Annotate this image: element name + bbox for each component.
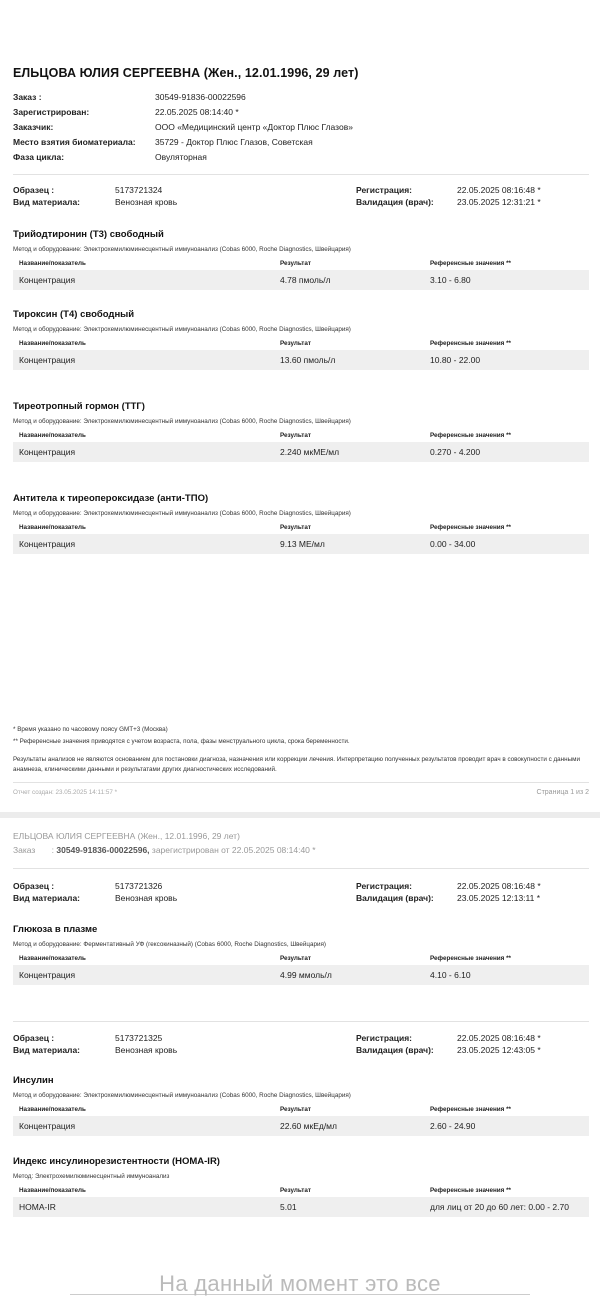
- table-row: [13, 534, 589, 554]
- disclaimer: Результаты анализов не являются основанием для постановки диагноза, назначения или коррекции лечения. Интерпретацию полученных результатов проводит врач в совокупности с данными анамнеза, клиническими данными и результатами других диагностических исследований.: [13, 756, 581, 773]
- page2-order-line: [13, 845, 316, 855]
- page2-patient-header: ЕЛЬЦОВА ЮЛИЯ СЕРГЕЕВНА (Жен., 12.01.1996, 29 лет): [13, 831, 240, 841]
- row-result: 9.13 МЕ/мл: [280, 539, 325, 549]
- row-ref: 3.10 - 6.80: [430, 275, 471, 285]
- col-name-header: Название/показатель: [19, 340, 86, 347]
- table-header: [13, 955, 589, 965]
- validation-label: Валидация (врач):: [356, 1045, 434, 1055]
- table-header: [13, 432, 589, 442]
- row-ref: 10.80 - 22.00: [430, 355, 481, 365]
- order-registered: зарегистрирован от 22.05.2025 08:14:40 *: [151, 845, 316, 855]
- registration-label: Регистрация:: [356, 185, 413, 195]
- row-name: Концентрация: [19, 539, 76, 549]
- col-result-header: Результат: [280, 340, 311, 347]
- patient-title: ЕЛЬЦОВА ЮЛИЯ СЕРГЕЕВНА (Жен., 12.01.1996, 29 лет): [13, 66, 359, 80]
- test-name: Глюкоза в плазме: [13, 924, 98, 935]
- registration-label: Регистрация:: [356, 1033, 413, 1043]
- col-name-header: Название/показатель: [19, 1106, 86, 1113]
- sample-block-2: [13, 881, 589, 911]
- col-name-header: Название/показатель: [19, 432, 86, 439]
- row-ref: для лиц от 20 до 60 лет: 0.00 - 2.70: [430, 1202, 569, 1212]
- customer-value: ООО «Медицинский центр «Доктор Плюс Глазов»: [155, 122, 353, 132]
- col-name-header: Название/показатель: [19, 1187, 86, 1194]
- test-method: Метод и оборудование: Электрохемилюминесцентный иммуноанализ (Cobas 6000, Roche Diagnostics, Швейцария): [13, 510, 351, 517]
- row-ref: 4.10 - 6.10: [430, 970, 471, 980]
- sample-id: 5173721325: [115, 1033, 163, 1043]
- collection-place-value: 35729 - Доктор Плюс Глазов, Советская: [155, 137, 313, 147]
- report-created: Отчет создан: 23.05.2025 14:11:57 *: [13, 789, 118, 796]
- material-label: Вид материала:: [13, 893, 81, 903]
- registration-value: 22.05.2025 08:16:48 *: [457, 1033, 541, 1043]
- sample-id: 5173721324: [115, 185, 163, 195]
- col-name-header: Название/показатель: [19, 955, 86, 962]
- cycle-phase-label: Фаза цикла:: [13, 152, 65, 162]
- registered-value: 22.05.2025 08:14:40 *: [155, 107, 239, 117]
- row-result: 13.60 пмоль/л: [280, 355, 336, 365]
- divider: [13, 868, 589, 869]
- material-value: Венозная кровь: [115, 1045, 178, 1055]
- col-ref-header: Референсные значения **: [430, 1106, 511, 1113]
- row-name: Концентрация: [19, 970, 76, 980]
- test-method: Метод и оборудование: Электрохемилюминесцентный иммуноанализ (Cobas 6000, Roche Diagnostics, Швейцария): [13, 1092, 351, 1099]
- order-label: Заказ: [13, 845, 36, 855]
- divider: [13, 1021, 589, 1022]
- row-name: Концентрация: [19, 275, 76, 285]
- col-result-header: Результат: [280, 432, 311, 439]
- col-name-header: Название/показатель: [19, 260, 86, 267]
- col-name-header: Название/показатель: [19, 524, 86, 531]
- col-ref-header: Референсные значения **: [430, 524, 511, 531]
- validation-value: 23.05.2025 12:43:05 *: [457, 1045, 541, 1055]
- table-header: [13, 1106, 589, 1116]
- test-name: Трийодтиронин (Т3) свободный: [13, 229, 164, 240]
- order-value: 30549-91836-00022596: [155, 92, 246, 102]
- order-label: Заказ :: [13, 92, 42, 102]
- col-ref-header: Референсные значения **: [430, 955, 511, 962]
- row-ref: 0.00 - 34.00: [430, 539, 476, 549]
- row-name: HOMA-IR: [19, 1202, 56, 1212]
- table-row: [13, 270, 589, 290]
- test-name: Тироксин (Т4) свободный: [13, 309, 135, 320]
- row-name: Концентрация: [19, 355, 76, 365]
- table-row: [13, 1197, 589, 1217]
- divider: [13, 174, 589, 175]
- col-result-header: Результат: [280, 955, 311, 962]
- row-name: Концентрация: [19, 447, 76, 457]
- registration-value: 22.05.2025 08:16:48 *: [457, 185, 541, 195]
- footnote-time: * Время указано по часовому поясу GMT+3 (Москва): [13, 726, 168, 733]
- row-name: Концентрация: [19, 1121, 76, 1131]
- test-method: Метод и оборудование: Электрохемилюминесцентный иммуноанализ (Cobas 6000, Roche Diagnostics, Швейцария): [13, 326, 351, 333]
- col-result-header: Результат: [280, 524, 311, 531]
- table-header: [13, 260, 589, 270]
- row-ref: 0.270 - 4.200: [430, 447, 481, 457]
- end-of-content-message: На данный момент это все: [159, 1271, 441, 1296]
- test-name: Тиреотропный гормон (ТТГ): [13, 401, 145, 412]
- divider: [13, 782, 589, 783]
- material-value: Венозная кровь: [115, 893, 178, 903]
- page-number: Страница 1 из 2: [536, 789, 589, 796]
- test-name: Антитела к тиреопероксидазе (анти-ТПО): [13, 493, 209, 504]
- row-result: 2.240 мкМЕ/мл: [280, 447, 340, 457]
- col-ref-header: Референсные значения **: [430, 1187, 511, 1194]
- test-method: Метод и оборудование: Ферментативный УФ (гексокиназный) (Cobas 6000, Roche Diagnostics, Швейцария): [13, 941, 327, 948]
- table-header: [13, 524, 589, 534]
- test-method: Метод и оборудование: Электрохемилюминесцентный иммуноанализ (Cobas 6000, Roche Diagnostics, Швейцария): [13, 418, 351, 425]
- table-row: [13, 965, 589, 985]
- col-ref-header: Референсные значения **: [430, 340, 511, 347]
- test-name: Индекс инсулинорезистентности (HOMA-IR): [13, 1156, 220, 1167]
- footnote-ref: ** Референсные значения приводятся с учетом возраста, пола, фазы менструального цикла, срока беременности.: [13, 738, 350, 745]
- row-ref: 2.60 - 24.90: [430, 1121, 476, 1131]
- col-ref-header: Референсные значения **: [430, 260, 511, 267]
- customer-label: Заказчик:: [13, 122, 54, 132]
- row-result: 4.99 ммоль/л: [280, 970, 332, 980]
- sample-label: Образец :: [13, 881, 55, 891]
- order-number: 30549-91836-00022596,: [56, 845, 150, 855]
- test-method: Метод и оборудование: Электрохемилюминесцентный иммуноанализ (Cobas 6000, Roche Diagnostics, Швейцария): [13, 246, 351, 253]
- table-row: [13, 350, 589, 370]
- row-result: 4.78 пмоль/л: [280, 275, 331, 285]
- material-label: Вид материала:: [13, 197, 81, 207]
- validation-value: 23.05.2025 12:13:11 *: [457, 893, 541, 903]
- registered-label: Зарегистрирован:: [13, 107, 90, 117]
- sample-label: Образец :: [13, 1033, 55, 1043]
- table-header: [13, 340, 589, 350]
- col-result-header: Результат: [280, 260, 311, 267]
- test-name: Инсулин: [13, 1075, 54, 1086]
- report-page-2: [0, 818, 600, 1299]
- sample-id: 5173721326: [115, 881, 163, 891]
- row-result: 22.60 мкЕд/мл: [280, 1121, 337, 1131]
- material-label: Вид материала:: [13, 1045, 81, 1055]
- col-result-header: Результат: [280, 1106, 311, 1113]
- cycle-phase-value: Овуляторная: [155, 152, 207, 162]
- registration-value: 22.05.2025 08:16:48 *: [457, 881, 541, 891]
- sample-label: Образец :: [13, 185, 55, 195]
- table-row: [13, 1116, 589, 1136]
- col-result-header: Результат: [280, 1187, 311, 1194]
- sample-block-1: [13, 185, 589, 215]
- col-ref-header: Референсные значения **: [430, 432, 511, 439]
- table-header: [13, 1187, 589, 1197]
- registration-label: Регистрация:: [356, 881, 413, 891]
- validation-label: Валидация (врач):: [356, 893, 434, 903]
- order-colon: :: [51, 845, 55, 855]
- row-result: 5.01: [280, 1202, 297, 1212]
- table-row: [13, 442, 589, 462]
- test-method: Метод: Электрохемилюминесцентный иммуноанализ: [13, 1173, 170, 1180]
- validation-value: 23.05.2025 12:31:21 *: [457, 197, 541, 207]
- sample-block-3: [13, 1033, 589, 1063]
- validation-label: Валидация (врач):: [356, 197, 434, 207]
- collection-place-label: Место взятия биоматериала:: [13, 137, 136, 147]
- material-value: Венозная кровь: [115, 197, 178, 207]
